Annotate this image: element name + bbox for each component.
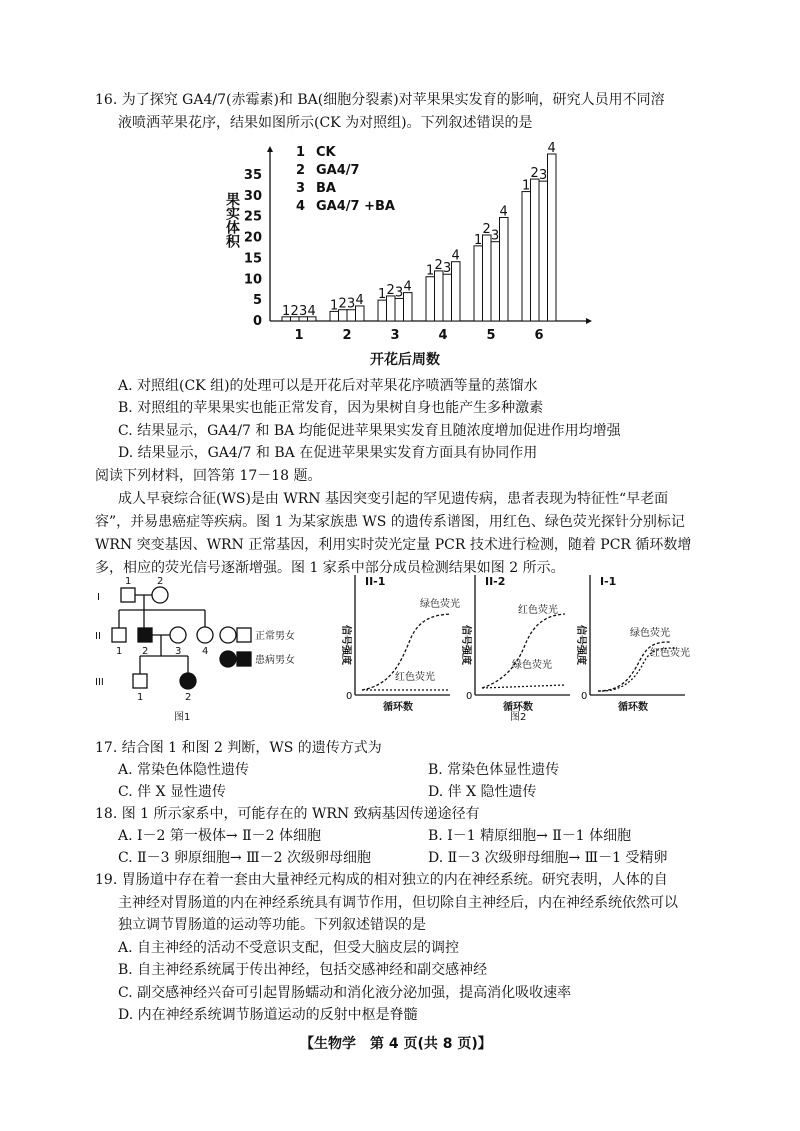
x-axis-arrow: [586, 318, 592, 324]
legend-name: GA4/7 +BA: [316, 199, 395, 214]
bar-label: 1: [330, 298, 339, 314]
bar: [522, 192, 531, 321]
legend-name: BA: [316, 181, 336, 196]
q17-option-b: B. 常染色体显性遗传: [428, 762, 560, 778]
y-tick-label: 5: [252, 293, 262, 309]
bar: [387, 296, 396, 321]
x-tick-label: 2: [342, 328, 352, 343]
bar-label: 3: [443, 261, 452, 277]
figure-1-caption: 图1: [174, 712, 191, 723]
x-axis-label: 循环数: [383, 702, 413, 713]
bar: [435, 271, 444, 321]
zero-label: 0: [346, 691, 353, 702]
zero-label: 0: [581, 691, 588, 702]
bar: [500, 217, 509, 321]
bar-label: 2: [434, 257, 443, 273]
ii-3-num: 3: [175, 646, 182, 657]
iii-1-num: 1: [137, 692, 144, 703]
bar: [356, 306, 365, 321]
legend-name: GA4/7: [316, 163, 360, 178]
q19-stem-line2: 主神经对胃肠道的内在神经系统具有调节作用，但切除自主神经后，内在神经系统依然可以: [118, 895, 678, 911]
y-axis-label: 信号强度: [340, 625, 351, 665]
x-axis-label: 循环数: [503, 702, 533, 713]
iii-2-num: 2: [185, 692, 192, 703]
bar-label: 1: [522, 178, 531, 194]
bar-label: 4: [355, 292, 364, 308]
bar-label: 3: [539, 168, 548, 184]
bar: [404, 293, 413, 321]
ii-2-num: 2: [142, 646, 149, 657]
bar: [452, 262, 461, 321]
y-tick-label: 35: [243, 167, 262, 183]
bar: [474, 246, 483, 321]
bar: [491, 242, 500, 321]
y-axis-label: 果实体积: [224, 192, 240, 248]
bar-label: 1: [378, 287, 387, 303]
x-tick-label: 5: [486, 328, 496, 343]
q18-option-a: A. Ⅰ－2 第一极体→ Ⅱ－2 体细胞: [118, 828, 321, 844]
bar-label: 2: [530, 166, 539, 182]
bar-label: 3: [491, 228, 500, 244]
bar-label: 3: [395, 285, 404, 301]
panel-title: II-2: [485, 575, 506, 588]
page-footer: 【生物学 第 4 页(共 8 页)】: [300, 1036, 492, 1052]
bar: [548, 154, 557, 321]
q19-option-a: A. 自主神经的活动不受意识支配，但受大脑皮层的调控: [118, 940, 460, 956]
q19-stem-line1: 19. 胃肠道中存在着一套由大量神经元构成的相对独立的内在神经系统。研究表明，人体的自: [95, 872, 668, 888]
bar-label: 2: [482, 221, 491, 237]
figure-1-pedigree: [90, 570, 310, 730]
x-tick-label: 3: [390, 328, 400, 343]
q18-stem: 18. 图 1 所示家系中，可能存在的 WRN 致病基因传递途径有: [95, 806, 480, 822]
q16-option-a: A. 对照组(CK 组)的处理可以是开花后对苹果花序喷洒等量的蒸馏水: [118, 378, 538, 394]
q17-option-d: D. 伴 X 隐性遗传: [428, 784, 537, 800]
reading-para-2: 容”，并易患癌症等疾病。图 1 为某家族患 WS 的遗传系谱图，用红色、绿色荧光探针分别标记: [95, 514, 685, 530]
y-tick-label: 30: [243, 188, 262, 204]
fruit-volume-bar-chart: [220, 140, 600, 370]
bar-label: 2: [338, 296, 347, 312]
reading-intro: 阅读下列材料，回答第 17－18 题。: [95, 468, 322, 484]
q19-option-c: C. 副交感神经兴奋可引起胃肠蠕动和消化液分泌加强，提高消化吸收速率: [118, 985, 572, 1001]
y-axis-arrow: [267, 146, 273, 152]
bar-label: 2: [386, 282, 395, 298]
legend-affected: 患病男女: [255, 655, 295, 666]
ii-4-num: 4: [202, 646, 209, 657]
bar-label: 1: [474, 232, 483, 248]
i-1-num: 1: [125, 576, 132, 587]
bar-label: 3: [347, 296, 356, 312]
label-lower-1: 红色荧光: [395, 672, 435, 683]
q16-option-b: B. 对照组的苹果果实也能正常发育，因为果树自身也能产生多种激素: [118, 400, 544, 416]
legend-key: 4: [296, 199, 306, 214]
y-tick-label: 15: [243, 251, 262, 267]
y-tick-label: 25: [243, 209, 262, 225]
y-axis-label: 信号强度: [460, 625, 471, 665]
zero-label: 0: [466, 691, 473, 702]
q19-option-b: B. 自主神经系统属于传出神经，包括交感神经和副交感神经: [118, 962, 488, 978]
label-upper-3: 绿色荧光: [630, 628, 670, 639]
ii-1-num: 1: [116, 646, 123, 657]
bar: [426, 277, 435, 321]
q17-option-c: C. 伴 X 显性遗传: [118, 784, 226, 800]
x-tick-label: 6: [534, 328, 544, 343]
bar: [531, 179, 540, 321]
gen-label-iii: III: [95, 677, 104, 688]
q19-stem-line3: 独立调节胃肠道的运动等功能。下列叙述错误的是: [118, 917, 426, 933]
gen-label-ii: II: [95, 631, 101, 642]
y-axis-label: 信号强度: [575, 625, 586, 665]
q16-stem-line2: 液喷洒苹果花序，结果如图所示(CK 为对照组)。下列叙述错误的是: [118, 115, 533, 131]
x-axis-label: 循环数: [618, 702, 648, 713]
x-axis-label: 开花后周数: [370, 352, 440, 368]
bar-label: 4: [451, 248, 460, 264]
figure-2-caption: 图2: [510, 712, 527, 723]
panel-title: I-1: [600, 575, 617, 588]
bar-label: 4: [499, 204, 508, 220]
q16-option-d: D. 结果显示，GA4/7 和 BA 在促进苹果果实发育方面具有协同作用: [118, 445, 538, 461]
reading-para-1: 成人早衰综合征(WS)是由 WRN 基因突变引起的罕见遗传病，患者表现为特征性“早老面: [118, 491, 669, 507]
upper-curve: [482, 614, 565, 688]
legend-key: 3: [296, 181, 306, 196]
bar: [443, 274, 452, 321]
q18-option-c: C. Ⅱ－3 卵原细胞→ Ⅲ－2 次级卵母细胞: [118, 850, 372, 866]
i-2-num: 2: [157, 576, 164, 587]
bar: [539, 181, 548, 321]
q18-option-b: B. Ⅰ－1 精原细胞→ Ⅱ－1 体细胞: [428, 828, 632, 844]
legend-normal: 正常男女: [255, 631, 295, 642]
q18-option-d: D. Ⅱ－3 次级卵母细胞→ Ⅲ－1 受精卵: [428, 850, 668, 866]
bar-label: 3: [299, 303, 308, 319]
legend-name: CK: [316, 145, 336, 160]
panel-title: II-1: [365, 575, 386, 588]
label-lower-3: 红色荧光: [650, 648, 690, 659]
legend-key: 1: [296, 145, 306, 160]
reading-para-4: 多，相应的荧光信号逐渐增强。图 1 家系中部分成员检测结果如图 2 所示。: [95, 560, 565, 576]
bar: [483, 235, 492, 321]
reading-para-3: WRN 突变基因、WRN 正常基因，利用实时荧光定量 PCR 技术进行检测，随着 PCR 循环数增: [95, 537, 692, 553]
x-tick-label: 1: [294, 328, 304, 343]
bar-label: 1: [426, 263, 435, 279]
legend-key: 2: [296, 163, 306, 178]
q19-option-d: D. 内在神经系统调节肠道运动的反射中枢是脊髓: [118, 1007, 418, 1023]
y-tick-label: 0: [252, 314, 262, 329]
q16-option-c: C. 结果显示，GA4/7 和 BA 均能促进苹果果实发育且随浓度增加促进作用均增强: [118, 423, 621, 439]
q16-stem-line1: 16. 为了探究 GA4/7(赤霉素)和 BA(细胞分裂素)对苹果果实发育的影响，研究人员用不同溶: [95, 92, 665, 108]
y-tick-label: 10: [243, 272, 262, 288]
bar-label: 4: [307, 303, 316, 319]
bar-label: 4: [403, 279, 412, 295]
bar: [378, 300, 387, 321]
bar-label: 4: [547, 141, 556, 156]
gen-label-i: I: [97, 592, 100, 603]
figure-2-fluorescence: [300, 570, 730, 730]
q17-option-a: A. 常染色体隐性遗传: [118, 762, 250, 778]
lower-curve: [482, 685, 565, 688]
q17-stem: 17. 结合图 1 和图 2 判断，WS 的遗传方式为: [95, 740, 382, 756]
label-lower-2: 绿色荧光: [512, 660, 552, 671]
y-tick-label: 20: [243, 230, 262, 246]
label-upper-1: 绿色荧光: [420, 599, 460, 610]
x-tick-label: 4: [438, 328, 448, 343]
bar-label: 1: [282, 303, 291, 319]
label-upper-2: 红色荧光: [518, 605, 558, 616]
bar: [395, 298, 404, 321]
bar-label: 2: [290, 303, 299, 319]
